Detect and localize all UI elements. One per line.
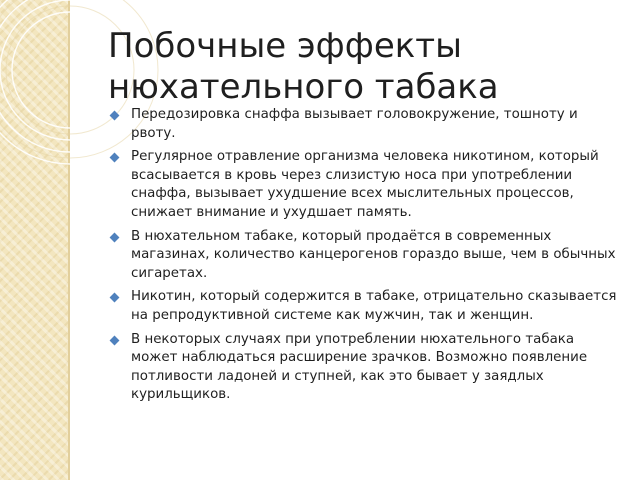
bullet-item xyxy=(111,331,621,405)
bullet-text: Передозировка снаффа вызывает головокружение, тошноту и рвоту. xyxy=(131,107,578,141)
bullet-item xyxy=(111,288,621,325)
bullet-text: Никотин, который содержится в табаке, отрицательно сказывается на репродуктивной системе как мужчин, так и женщин. xyxy=(131,289,617,323)
bullet-list xyxy=(111,106,621,410)
slide-title: Побочные эффекты нюхательного табака xyxy=(108,26,499,107)
bullet-text: В нюхательном табаке, который продаётся в современных магазинах, количество канцерогенов гораздо выше, чем в обычных сигаретах. xyxy=(131,228,616,281)
bullet-text: В некоторых случаях при употреблении нюхательного табака может наблюдаться расширение зрачков. Возможно появление потливости ладоней и ступней, как это бывает у заядлых курильщиков. xyxy=(131,331,588,403)
bullet-item xyxy=(111,228,621,284)
bullet-diamond-icon xyxy=(110,153,120,163)
bullet-diamond-icon xyxy=(110,293,120,303)
bullet-diamond-icon xyxy=(110,232,120,242)
bullet-item xyxy=(111,148,621,222)
bullet-diamond-icon xyxy=(110,111,120,121)
bullet-text: Регулярное отравление организма человека никотином, который всасывается в кровь через слизистую носа при употреблении снаффа, вызывает ухудшение всех мыслительных процессов, снижает внимание и ухудшает память. xyxy=(131,149,599,220)
bullet-diamond-icon xyxy=(110,335,120,345)
bullet-item xyxy=(111,106,621,143)
